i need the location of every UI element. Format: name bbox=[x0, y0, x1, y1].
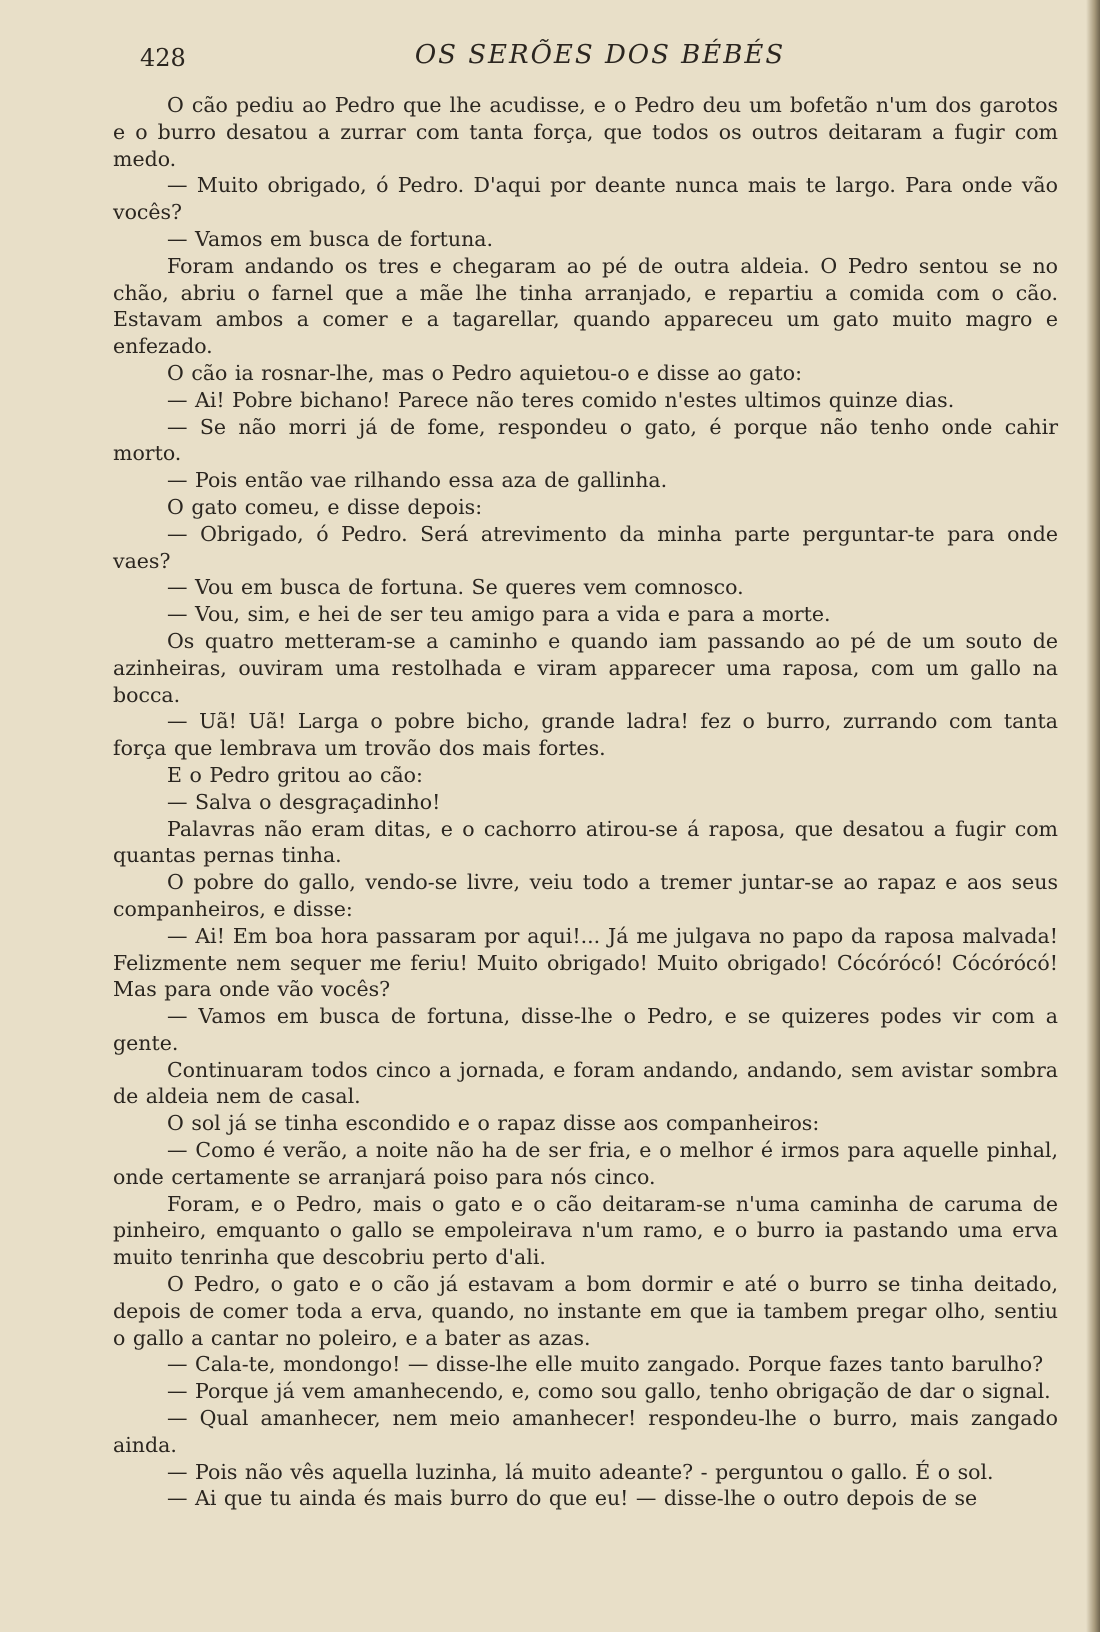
paragraph: — Vamos em busca de fortuna. bbox=[167, 226, 494, 251]
paragraph: O Pedro, o gato e o cão já estavam a bom dormir e até o burro se tinha deitado, depois de comer toda a erva, quando, no instante em que ia tambem pregar olho, sentiu o gallo a cantar no poleiro, e a bater as azas. bbox=[113, 1272, 1058, 1350]
paragraph: Continuaram todos cinco a jornada, e foram andando, andando, sem avistar sombra de aldeia nem de casal. bbox=[113, 1057, 1058, 1109]
paragraph: — Salva o desgraçadinho! bbox=[167, 789, 441, 814]
body-text bbox=[113, 92, 1058, 1512]
paragraph: — Vou em busca de fortuna. Se queres vem comnosco. bbox=[167, 575, 744, 600]
paragraph: — Uã! Uã! Larga o pobre bicho, grande ladra! fez o burro, zurrando com tanta força que lembrava um trovão dos mais fortes. bbox=[113, 709, 1058, 761]
paragraph: — Vamos em busca de fortuna, disse-lhe o Pedro, e se quizeres podes vir com a gente. bbox=[113, 1004, 1058, 1055]
paragraph: O cão pediu ao Pedro que lhe acudisse, e o Pedro deu um bofetão n'um dos garotos e o burro desatou a zurrar com tanta força, que todos os outros deitaram a fugir com medo. bbox=[113, 93, 1058, 171]
paragraph: — Ai! Em boa hora passaram por aqui!... Já me julgava no papo da raposa malvada! Felizmente nem sequer me feriu! Muito obrigado! Muito obrigado! Cócórócó! Cócórócó! Mas para onde vão vocês? bbox=[113, 923, 1058, 1002]
page-number: 428 bbox=[140, 44, 186, 72]
page-header bbox=[140, 38, 1060, 78]
paragraph: — Como é verão, a noite não ha de ser fria, e o melhor é irmos para aquelle pinhal, onde certamente se arranjará poiso para nós cinco. bbox=[113, 1138, 1058, 1189]
paragraph: Os quatro metteram-se a caminho e quando iam passando ao pé de um souto de azinheiras, ouviram uma restolhada e viram apparecer uma raposa, com um gallo na bocca. bbox=[113, 628, 1058, 707]
paragraph: — Obrigado, ó Pedro. Será atrevimento da minha parte perguntar-te para onde vaes? bbox=[113, 521, 1058, 573]
paragraph: O pobre do gallo, vendo-se livre, veiu todo a tremer juntar-se ao rapaz e aos seus companheiros, e disse: bbox=[113, 870, 1058, 921]
paragraph: — Qual amanhecer, nem meio amanhecer! respondeu-lhe o burro, mais zangado ainda. bbox=[113, 1406, 1058, 1457]
paragraph: O cão ia rosnar-lhe, mas o Pedro aquietou-o e disse ao gato: bbox=[167, 360, 802, 385]
page-edge-shadow bbox=[1086, 0, 1100, 1632]
paragraph: — Pois então vae rilhando essa aza de gallinha. bbox=[167, 468, 668, 493]
paragraph: Palavras não eram ditas, e o cachorro atirou-se á raposa, que desatou a fugir com quantas pernas tinha. bbox=[113, 816, 1058, 868]
paragraph: O gato comeu, e disse depois: bbox=[167, 494, 483, 519]
paragraph: — Muito obrigado, ó Pedro. D'aqui por deante nunca mais te largo. Para onde vão vocês? bbox=[113, 173, 1058, 225]
paragraph: O sol já se tinha escondido e o rapaz disse aos companheiros: bbox=[167, 1111, 820, 1136]
running-title: OS SERÕES DOS BÉBÉS bbox=[414, 40, 786, 70]
paragraph: Foram andando os tres e chegaram ao pé de outra aldeia. O Pedro sentou se no chão, abriu o farnel que a mãe lhe tinha arranjado, e repartiu a comida com o cão. Estavam ambos a comer e a tagarellar, quando appareceu um gato muito magro e enfezado. bbox=[113, 253, 1058, 359]
paragraph: — Se não morri já de fome, respondeu o gato, é porque não tenho onde cahir morto. bbox=[113, 414, 1058, 466]
paragraph: E o Pedro gritou ao cão: bbox=[167, 762, 423, 787]
paragraph: — Ai que tu ainda és mais burro do que eu! — disse-lhe o outro depois de se bbox=[167, 1486, 978, 1511]
paragraph: Foram, e o Pedro, mais o gato e o cão deitaram-se n'uma caminha de caruma de pinheiro, emquanto o gallo se empoleirava n'um ramo, e o burro ia pastando uma erva muito tenrinha que descobriu perto d'ali. bbox=[113, 1191, 1058, 1270]
paragraph: — Pois não vês aquella luzinha, lá muito adeante? - perguntou o gallo. É o sol. bbox=[167, 1459, 994, 1484]
paragraph: — Porque já vem amanhecendo, e, como sou gallo, tenho obrigação de dar o signal. bbox=[167, 1379, 1051, 1404]
paragraph: — Ai! Pobre bichano! Parece não teres comido n'estes ultimos quinze dias. bbox=[167, 387, 955, 412]
paragraph: — Cala-te, mondongo! — disse-lhe elle muito zangado. Porque fazes tanto barulho? bbox=[167, 1352, 1044, 1377]
paragraph: — Vou, sim, e hei de ser teu amigo para a vida e para a morte. bbox=[167, 602, 831, 627]
